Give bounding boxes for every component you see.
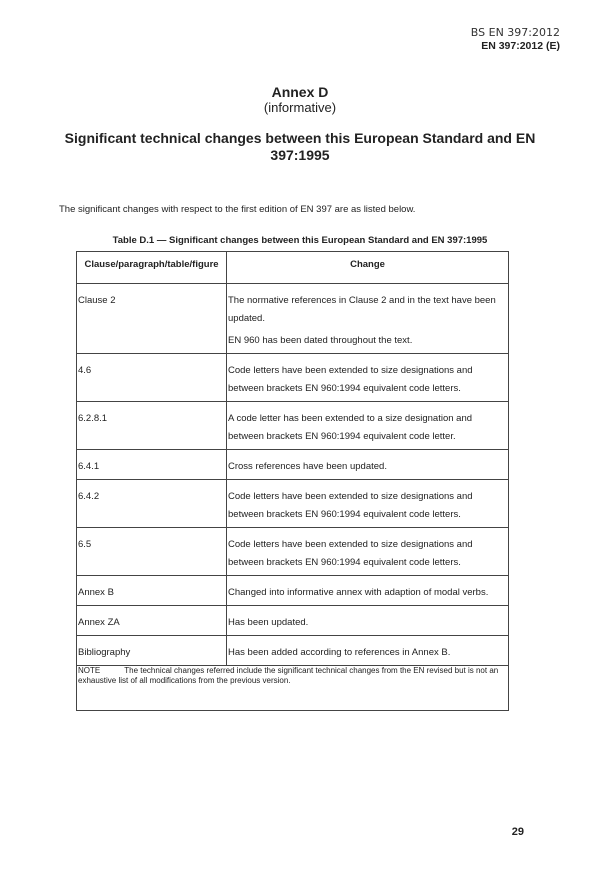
annex-label: Annex D bbox=[271, 84, 329, 100]
change-cell bbox=[227, 636, 509, 666]
table-row bbox=[77, 284, 509, 354]
clause-text: Clause 2 bbox=[78, 295, 116, 306]
change-text: A code letter has been extended to a size designation and between brackets EN 960:1994 equivalent code letter. bbox=[228, 413, 473, 442]
table-row bbox=[77, 354, 509, 402]
annex-type: (informative) bbox=[263, 100, 337, 115]
change-text: Cross references have been updated. bbox=[228, 461, 387, 472]
clause-cell bbox=[77, 636, 227, 666]
clause-text: 6.4.2 bbox=[78, 491, 100, 502]
change-cell bbox=[227, 480, 509, 528]
table-header-row bbox=[77, 252, 509, 284]
table-row bbox=[77, 606, 509, 636]
table-row bbox=[77, 480, 509, 528]
change-cell bbox=[227, 606, 509, 636]
header-standard-bs: BS EN 397:2012 bbox=[470, 26, 560, 39]
clause-cell bbox=[77, 402, 227, 450]
change-cell bbox=[227, 576, 509, 606]
clause-cell bbox=[77, 284, 227, 354]
change-cell bbox=[227, 528, 509, 576]
clause-cell bbox=[77, 528, 227, 576]
change-text: Code letters have been extended to size designations and between brackets EN 960:1994 equivalent code letters. bbox=[228, 539, 473, 568]
clause-cell bbox=[77, 480, 227, 528]
clause-cell bbox=[77, 576, 227, 606]
note-label: NOTE bbox=[78, 666, 101, 675]
change-text: Code letters have been extended to size designations and between brackets EN 960:1994 equivalent code letters. bbox=[228, 365, 473, 394]
clause-cell bbox=[77, 354, 227, 402]
table-note bbox=[78, 666, 507, 686]
clause-text: 6.2.8.1 bbox=[78, 413, 108, 424]
column-header-change: Change bbox=[227, 252, 509, 284]
page-number: 29 bbox=[511, 826, 524, 838]
annex-title: Significant technical changes between this European Standard and EN 397:1995 bbox=[64, 130, 536, 163]
table-row bbox=[77, 528, 509, 576]
change-cell bbox=[227, 450, 509, 480]
table-row bbox=[77, 636, 509, 666]
clause-cell bbox=[77, 606, 227, 636]
change-cell bbox=[227, 402, 509, 450]
intro-paragraph: The significant changes with respect to the first edition of EN 397 are as listed below. bbox=[59, 204, 416, 215]
change-text: Has been updated. bbox=[228, 617, 309, 628]
change-cell bbox=[227, 354, 509, 402]
clause-text: Annex ZA bbox=[78, 617, 120, 628]
change-text: Has been added according to references in Annex B. bbox=[228, 647, 451, 658]
column-header-clause: Clause/paragraph/table/figure bbox=[77, 252, 227, 284]
change-text: EN 960 has been dated throughout the text. bbox=[228, 335, 413, 346]
table-row bbox=[77, 576, 509, 606]
change-cell bbox=[227, 284, 509, 354]
clause-text: Bibliography bbox=[78, 647, 131, 658]
changes-table bbox=[76, 251, 509, 711]
table-row bbox=[77, 450, 509, 480]
note-cell bbox=[77, 666, 509, 711]
change-text: The normative references in Clause 2 and in the text have been updated. bbox=[228, 295, 496, 324]
note-text: The technical changes referred include the significant technical changes from the EN revised but is not an exhaustive list of all modifications from the previous version. bbox=[78, 666, 499, 685]
clause-text: 6.4.1 bbox=[78, 461, 100, 472]
note-row bbox=[77, 666, 509, 711]
clause-text: 4.6 bbox=[78, 365, 92, 376]
table-row bbox=[77, 402, 509, 450]
clause-text: 6.5 bbox=[78, 539, 92, 550]
change-text: Changed into informative annex with adaption of modal verbs. bbox=[228, 587, 489, 598]
table-caption: Table D.1 — Significant changes between this European Standard and EN 397:1995 bbox=[112, 235, 488, 246]
change-text: Code letters have been extended to size designations and between brackets EN 960:1994 equivalent code letters. bbox=[228, 491, 473, 520]
clause-text: Annex B bbox=[78, 587, 114, 598]
clause-cell bbox=[77, 450, 227, 480]
header-standard-en: EN 397:2012 (E) bbox=[481, 40, 560, 52]
